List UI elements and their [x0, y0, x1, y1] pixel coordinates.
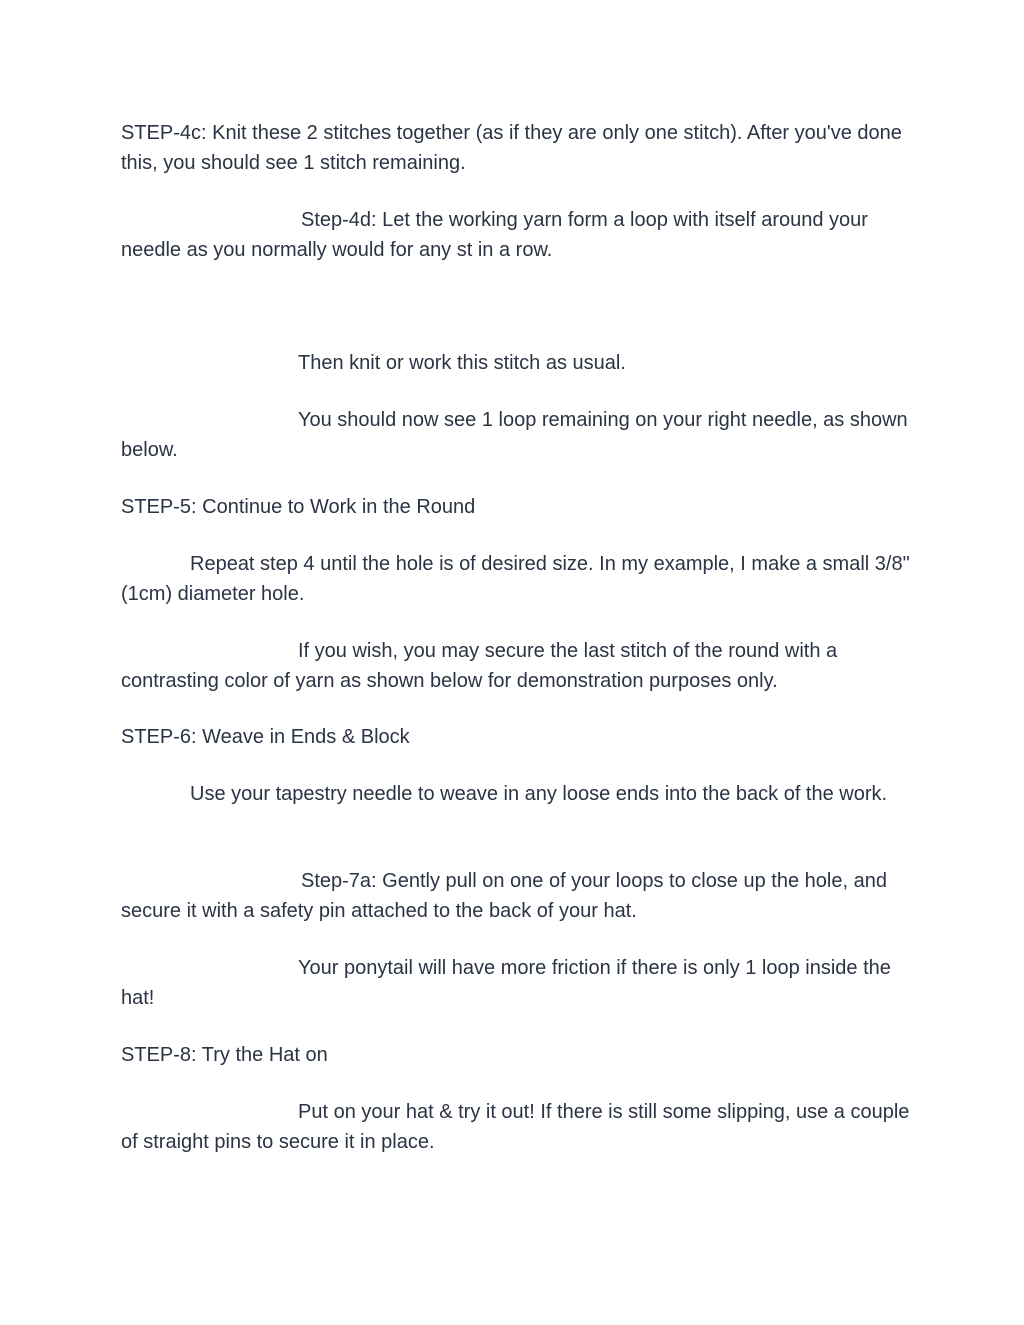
heading-step-8: STEP-8: Try the Hat on [121, 1044, 328, 1066]
paragraph-step-4c: STEP-4c: Knit these 2 stitches together (as if they are only one stitch). After you've done this, you should see 1 stitch remaining. [121, 122, 908, 174]
paragraph-step-7a: Step-7a: Gently pull on one of your loops to close up the hole, and secure it with a safety pin attached to the back of your hat. [121, 870, 893, 922]
heading-step-5: STEP-5: Continue to Work in the Round [121, 496, 476, 518]
paragraph-tapestry-needle: Use your tapestry needle to weave in any loose ends into the back of the work. [190, 783, 888, 805]
heading-step-6: STEP-6: Weave in Ends & Block [121, 726, 410, 748]
paragraph-repeat-step-4: Repeat step 4 until the hole is of desired size. In my example, I make a small 3/8" (1cm) diameter hole. [121, 553, 916, 605]
paragraph-ponytail-friction: Your ponytail will have more friction if there is only 1 loop inside the hat! [121, 957, 897, 1009]
paragraph-knit-as-usual: Then knit or work this stitch as usual. [298, 352, 626, 374]
paragraph-put-on-hat: Put on your hat & try it out! If there is still some slipping, use a couple of straight pins to secure it in place. [121, 1101, 915, 1153]
paragraph-step-4d: Step-4d: Let the working yarn form a loop with itself around your needle as you normally would for any st in a row. [121, 209, 874, 261]
paragraph-secure-last-stitch: If you wish, you may secure the last stitch of the round with a contrasting color of yarn as shown below for demonstration purposes only. [121, 640, 843, 692]
paragraph-one-loop-remaining: You should now see 1 loop remaining on your right needle, as shown below. [121, 409, 914, 461]
